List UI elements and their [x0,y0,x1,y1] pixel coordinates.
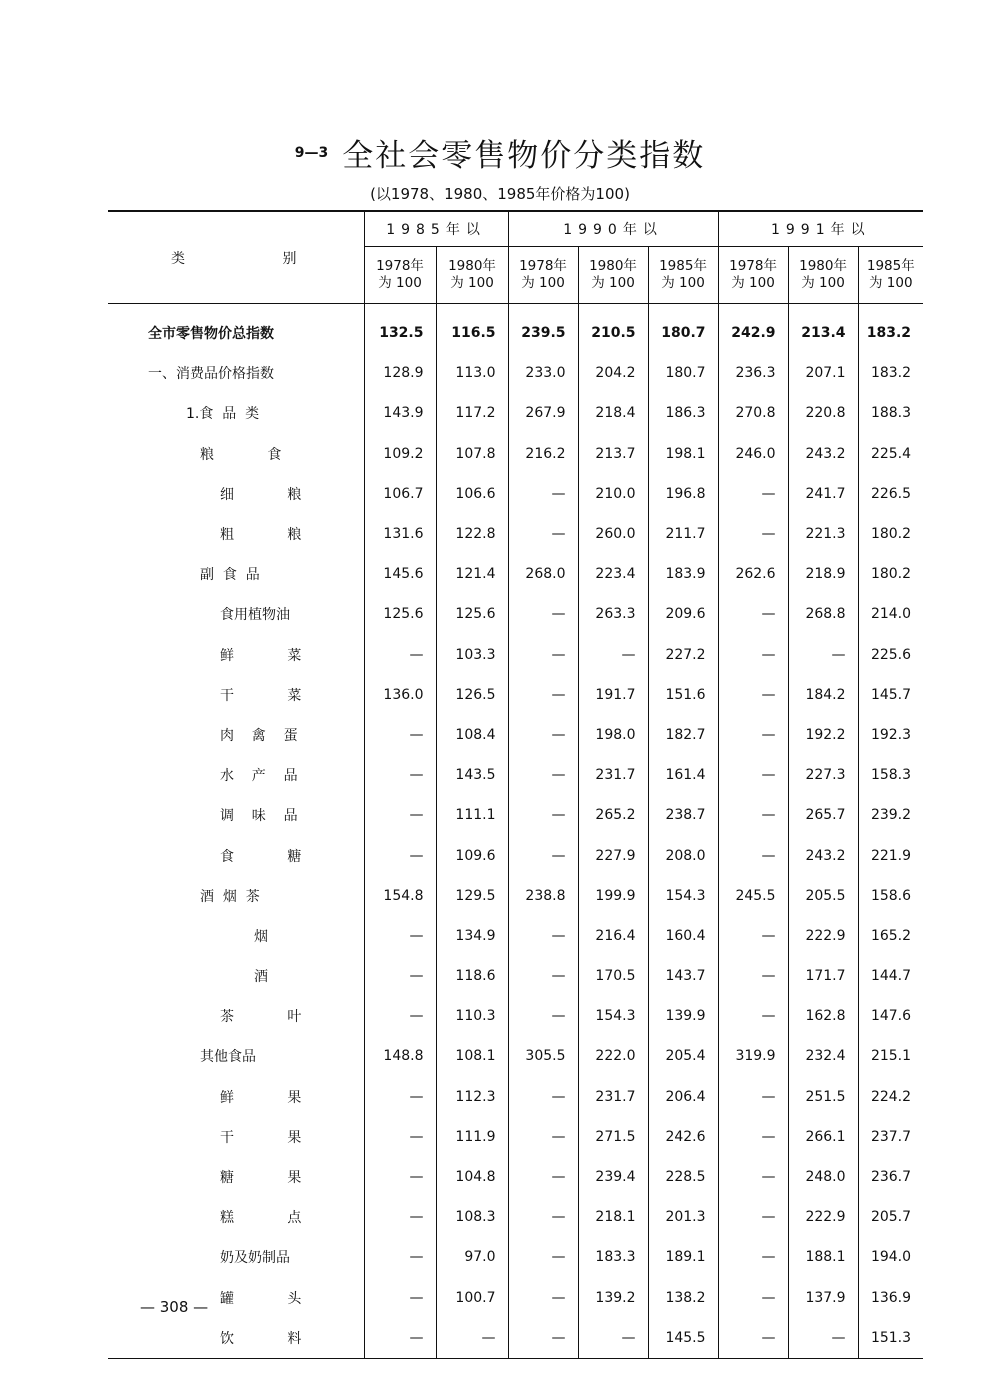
group-header-1985: 1985年以 [364,211,508,247]
value-cell: 221.9 [858,835,923,875]
value-cell: 131.6 [364,514,436,554]
value-cell: — [436,1318,508,1359]
value-cell: 183.9 [648,554,718,594]
value-cell: — [508,1237,578,1277]
table-row [108,474,923,514]
value-cell: — [364,635,436,675]
table-row [108,1318,923,1359]
table-body [108,304,923,1359]
value-cell: — [718,594,788,634]
value-cell: 136.0 [364,675,436,715]
value-cell: 239.5 [508,304,578,354]
value-cell: 225.6 [858,635,923,675]
value-cell: 265.2 [578,795,648,835]
value-cell: 183.2 [858,304,923,354]
value-cell: 111.9 [436,1117,508,1157]
table-row [108,996,923,1036]
value-cell: 145.6 [364,554,436,594]
value-cell: — [718,755,788,795]
base-year-label: 1978年 [519,258,567,274]
base-value-label: 为 100 [450,275,494,291]
value-cell: 143.5 [436,755,508,795]
value-cell: 170.5 [578,956,648,996]
value-cell: — [718,1318,788,1359]
value-cell: 225.4 [858,434,923,474]
value-cell: 238.8 [508,876,578,916]
value-cell: 180.7 [648,304,718,354]
value-cell: 236.7 [858,1157,923,1197]
value-cell: 161.4 [648,755,718,795]
row-label: 饮 料 [108,1318,364,1359]
row-label: 粗 粮 [220,527,302,544]
value-cell: 221.3 [788,514,858,554]
table-row [108,715,923,755]
row-label: 鲜 果 [220,1089,302,1106]
value-cell: 108.1 [436,1036,508,1076]
table-row [108,554,923,594]
value-cell: — [508,916,578,956]
value-cell: 128.9 [364,353,436,393]
base-year-label: 1980年 [448,258,496,274]
value-cell: 139.2 [578,1278,648,1318]
category-header-left: 类 [171,250,191,267]
value-cell: 165.2 [858,916,923,956]
row-label: 细 粮 [220,486,302,503]
value-cell: 222.9 [788,916,858,956]
base-year-header [858,247,923,304]
value-cell: 192.3 [858,715,923,755]
value-cell: 205.4 [648,1036,718,1076]
value-cell: 232.4 [788,1036,858,1076]
value-cell: — [508,795,578,835]
value-cell: — [718,1237,788,1277]
value-cell: 209.6 [648,594,718,634]
value-cell: 111.1 [436,795,508,835]
value-cell: 207.1 [788,353,858,393]
value-cell: — [578,1318,648,1359]
value-cell: 236.3 [718,353,788,393]
value-cell: — [578,635,648,675]
row-label: 鲜 菜 [220,647,302,664]
value-cell: 117.2 [436,393,508,433]
base-year-label: 1978年 [376,258,424,274]
value-cell: 211.7 [648,514,718,554]
row-label: 1.食 品 类 [186,406,260,423]
value-cell: — [508,1117,578,1157]
base-year-label: 1980年 [799,258,847,274]
row-label: 奶及奶制品 [220,1250,290,1267]
value-cell: 239.4 [578,1157,648,1197]
value-cell: 137.9 [788,1278,858,1318]
value-cell: 126.5 [436,675,508,715]
base-year-header [788,247,858,304]
value-cell: — [508,474,578,514]
value-cell: 151.3 [858,1318,923,1359]
value-cell: 243.2 [788,434,858,474]
value-cell: — [508,514,578,554]
table-row [108,434,923,474]
value-cell: — [718,1077,788,1117]
value-cell: 106.7 [364,474,436,514]
value-cell: 154.3 [648,876,718,916]
base-year-header [578,247,648,304]
row-label: 糖 果 [220,1170,302,1187]
value-cell: — [718,795,788,835]
base-value-label: 为 100 [378,275,422,291]
value-cell: 132.5 [364,304,436,354]
value-cell: 245.5 [718,876,788,916]
value-cell: 216.4 [578,916,648,956]
table-row [108,514,923,554]
value-cell: 233.0 [508,353,578,393]
table-title-text: 全社会零售物价分类指数 [342,138,706,174]
value-cell: 196.8 [648,474,718,514]
row-label: 酒 [254,969,268,986]
base-year-header [364,247,436,304]
value-cell: 110.3 [436,996,508,1036]
value-cell: 171.7 [788,956,858,996]
table-row [108,353,923,393]
value-cell: — [508,635,578,675]
value-cell: 270.8 [718,393,788,433]
value-cell: 198.0 [578,715,648,755]
value-cell: 251.5 [788,1077,858,1117]
row-label: 茶 叶 [220,1009,302,1026]
value-cell: 108.3 [436,1197,508,1237]
table-row [108,755,923,795]
value-cell: 214.0 [858,594,923,634]
value-cell: — [364,715,436,755]
value-cell: — [364,1278,436,1318]
value-cell: — [364,916,436,956]
value-cell: 183.3 [578,1237,648,1277]
value-cell: 194.0 [858,1237,923,1277]
value-cell: — [508,1197,578,1237]
value-cell: 121.4 [436,554,508,594]
row-label: 一、消费品价格指数 [148,366,274,383]
value-cell: 139.9 [648,996,718,1036]
value-cell: 182.7 [648,715,718,755]
value-cell: 268.8 [788,594,858,634]
base-year-header [718,247,788,304]
value-cell: 188.3 [858,393,923,433]
value-cell: — [718,1117,788,1157]
value-cell: 192.2 [788,715,858,755]
row-label: 酒 烟 茶 [200,888,260,905]
value-cell: 109.6 [436,835,508,875]
value-cell: — [718,916,788,956]
value-cell: 238.7 [648,795,718,835]
row-label: 糕 点 [220,1210,302,1227]
value-cell: — [508,755,578,795]
value-cell: 143.7 [648,956,718,996]
category-header-right: 别 [282,250,303,267]
table-row [108,635,923,675]
row-label: 其他食品 [200,1049,256,1066]
page-number: — 308 — [140,1298,209,1316]
value-cell: 227.9 [578,835,648,875]
value-cell: 268.0 [508,554,578,594]
value-cell: 267.9 [508,393,578,433]
value-cell: — [718,514,788,554]
value-cell: 242.9 [718,304,788,354]
value-cell: 215.1 [858,1036,923,1076]
table-row [108,1157,923,1197]
value-cell: 189.1 [648,1237,718,1277]
value-cell: 208.0 [648,835,718,875]
table-row [108,795,923,835]
table-title [0,130,1000,175]
table-row [108,876,923,916]
value-cell: — [508,1278,578,1318]
value-cell: 112.3 [436,1077,508,1117]
value-cell: 151.6 [648,675,718,715]
table-row [108,393,923,433]
value-cell: — [788,1318,858,1359]
value-cell: 184.2 [788,675,858,715]
value-cell: — [718,635,788,675]
value-cell: 180.2 [858,514,923,554]
value-cell: 154.3 [578,996,648,1036]
value-cell: 97.0 [436,1237,508,1277]
base-year-label: 1985年 [866,258,915,274]
value-cell: 113.0 [436,353,508,393]
value-cell: 198.1 [648,434,718,474]
group-header-1990: 1990年以 [508,211,718,247]
value-cell: 239.2 [858,795,923,835]
table-row [108,304,923,354]
value-cell: — [364,1318,436,1359]
value-cell: 158.6 [858,876,923,916]
base-value-label: 为 100 [661,275,705,291]
row-label: 副 食 品 [200,567,260,584]
category-header [108,211,364,304]
value-cell: — [364,1077,436,1117]
value-cell: — [364,1237,436,1277]
value-cell: 100.7 [436,1278,508,1318]
value-cell: 226.5 [858,474,923,514]
row-label: 食 糖 [220,848,302,865]
value-cell: 180.2 [858,554,923,594]
table-row [108,675,923,715]
value-cell: 191.7 [578,675,648,715]
value-cell: — [508,956,578,996]
value-cell: 158.3 [858,755,923,795]
base-year-label: 1985年 [659,258,707,274]
value-cell: — [718,715,788,755]
value-cell: 319.9 [718,1036,788,1076]
value-cell: 204.2 [578,353,648,393]
row-label: 粮 食 [200,446,282,463]
value-cell: 210.0 [578,474,648,514]
value-cell: 134.9 [436,916,508,956]
base-year-header [648,247,718,304]
value-cell: — [508,1077,578,1117]
base-value-label: 为 100 [591,275,635,291]
value-cell: — [364,755,436,795]
value-cell: 248.0 [788,1157,858,1197]
row-label: 调 味 品 [220,808,298,825]
value-cell: — [718,1197,788,1237]
value-cell: — [364,1157,436,1197]
value-cell: 180.7 [648,353,718,393]
value-cell: 183.2 [858,353,923,393]
value-cell: 220.8 [788,393,858,433]
base-value-label: 为 100 [731,275,775,291]
value-cell: 104.8 [436,1157,508,1197]
value-cell: 201.3 [648,1197,718,1237]
value-cell: — [508,675,578,715]
value-cell: 213.7 [578,434,648,474]
header-row-groups [108,211,923,247]
row-label: 干 果 [220,1129,302,1146]
table-row [108,1077,923,1117]
value-cell: 205.7 [858,1197,923,1237]
table-row [108,1117,923,1157]
value-cell: 213.4 [788,304,858,354]
value-cell: — [364,1117,436,1157]
value-cell: 246.0 [718,434,788,474]
value-cell: 227.3 [788,755,858,795]
value-cell: 136.9 [858,1278,923,1318]
row-label: 肉 禽 蛋 [220,727,298,744]
value-cell: 262.6 [718,554,788,594]
base-value-label: 为 100 [801,275,845,291]
value-cell: — [508,835,578,875]
value-cell: 103.3 [436,635,508,675]
value-cell: 144.7 [858,956,923,996]
value-cell: 271.5 [578,1117,648,1157]
price-index-table [108,210,923,1359]
base-year-label: 1980年 [589,258,637,274]
value-cell: 216.2 [508,434,578,474]
value-cell: — [508,996,578,1036]
row-label: 食用植物油 [220,607,290,624]
table-row [108,1036,923,1076]
value-cell: 147.6 [858,996,923,1036]
value-cell: 243.2 [788,835,858,875]
value-cell: — [508,715,578,755]
value-cell: 145.7 [858,675,923,715]
value-cell: — [364,956,436,996]
table-number: 9—3 [294,144,329,161]
value-cell: 106.6 [436,474,508,514]
group-header-1991: 1991年以 [718,211,923,247]
value-cell: 107.8 [436,434,508,474]
value-cell: — [508,1157,578,1197]
value-cell: — [364,996,436,1036]
value-cell: — [718,675,788,715]
value-cell: 143.9 [364,393,436,433]
table-row [108,835,923,875]
base-value-label: 为 100 [521,275,565,291]
value-cell: — [718,474,788,514]
value-cell: — [508,594,578,634]
row-label: 全市零售物价总指数 [148,326,274,343]
value-cell: 260.0 [578,514,648,554]
value-cell: 227.2 [648,635,718,675]
value-cell: 218.4 [578,393,648,433]
base-year-label: 1978年 [729,258,777,274]
value-cell: 109.2 [364,434,436,474]
row-label: 水 产 品 [220,768,298,785]
value-cell: 129.5 [436,876,508,916]
value-cell: 206.4 [648,1077,718,1117]
value-cell: 305.5 [508,1036,578,1076]
value-cell: 265.7 [788,795,858,835]
base-year-header [508,247,578,304]
row-label: 干 菜 [220,687,302,704]
value-cell: — [718,835,788,875]
value-cell: 237.7 [858,1117,923,1157]
table-row [108,594,923,634]
value-cell: 263.3 [578,594,648,634]
value-cell: — [364,1197,436,1237]
table-row [108,1237,923,1277]
base-year-header [436,247,508,304]
value-cell: 116.5 [436,304,508,354]
value-cell: — [508,1318,578,1359]
value-cell: 160.4 [648,916,718,956]
value-cell: 125.6 [436,594,508,634]
value-cell: 108.4 [436,715,508,755]
table-row [108,956,923,996]
table-row [108,916,923,956]
value-cell: 242.6 [648,1117,718,1157]
value-cell: 118.6 [436,956,508,996]
value-cell: 148.8 [364,1036,436,1076]
value-cell: 222.9 [788,1197,858,1237]
value-cell: — [718,1278,788,1318]
value-cell: 122.8 [436,514,508,554]
value-cell: 188.1 [788,1237,858,1277]
value-cell: 205.5 [788,876,858,916]
value-cell: 231.7 [578,755,648,795]
value-cell: 266.1 [788,1117,858,1157]
value-cell: — [718,996,788,1036]
value-cell: 186.3 [648,393,718,433]
row-label: 罐 头 [220,1290,302,1307]
value-cell: — [788,635,858,675]
row-label: 烟 [254,928,268,945]
value-cell: — [718,1157,788,1197]
value-cell: 210.5 [578,304,648,354]
value-cell: 145.5 [648,1318,718,1359]
value-cell: — [364,835,436,875]
value-cell: 199.9 [578,876,648,916]
value-cell: 224.2 [858,1077,923,1117]
value-cell: 162.8 [788,996,858,1036]
value-cell: 223.4 [578,554,648,594]
value-cell: — [718,956,788,996]
value-cell: 138.2 [648,1278,718,1318]
value-cell: — [364,795,436,835]
value-cell: 218.1 [578,1197,648,1237]
value-cell: 154.8 [364,876,436,916]
value-cell: 218.9 [788,554,858,594]
table-subtitle: (以1978、1980、1985年价格为100) [370,185,630,203]
table-row [108,1197,923,1237]
base-value-label: 为 100 [869,275,913,291]
value-cell: 125.6 [364,594,436,634]
table-row [108,1278,923,1318]
value-cell: 228.5 [648,1157,718,1197]
value-cell: 231.7 [578,1077,648,1117]
value-cell: 222.0 [578,1036,648,1076]
value-cell: 241.7 [788,474,858,514]
